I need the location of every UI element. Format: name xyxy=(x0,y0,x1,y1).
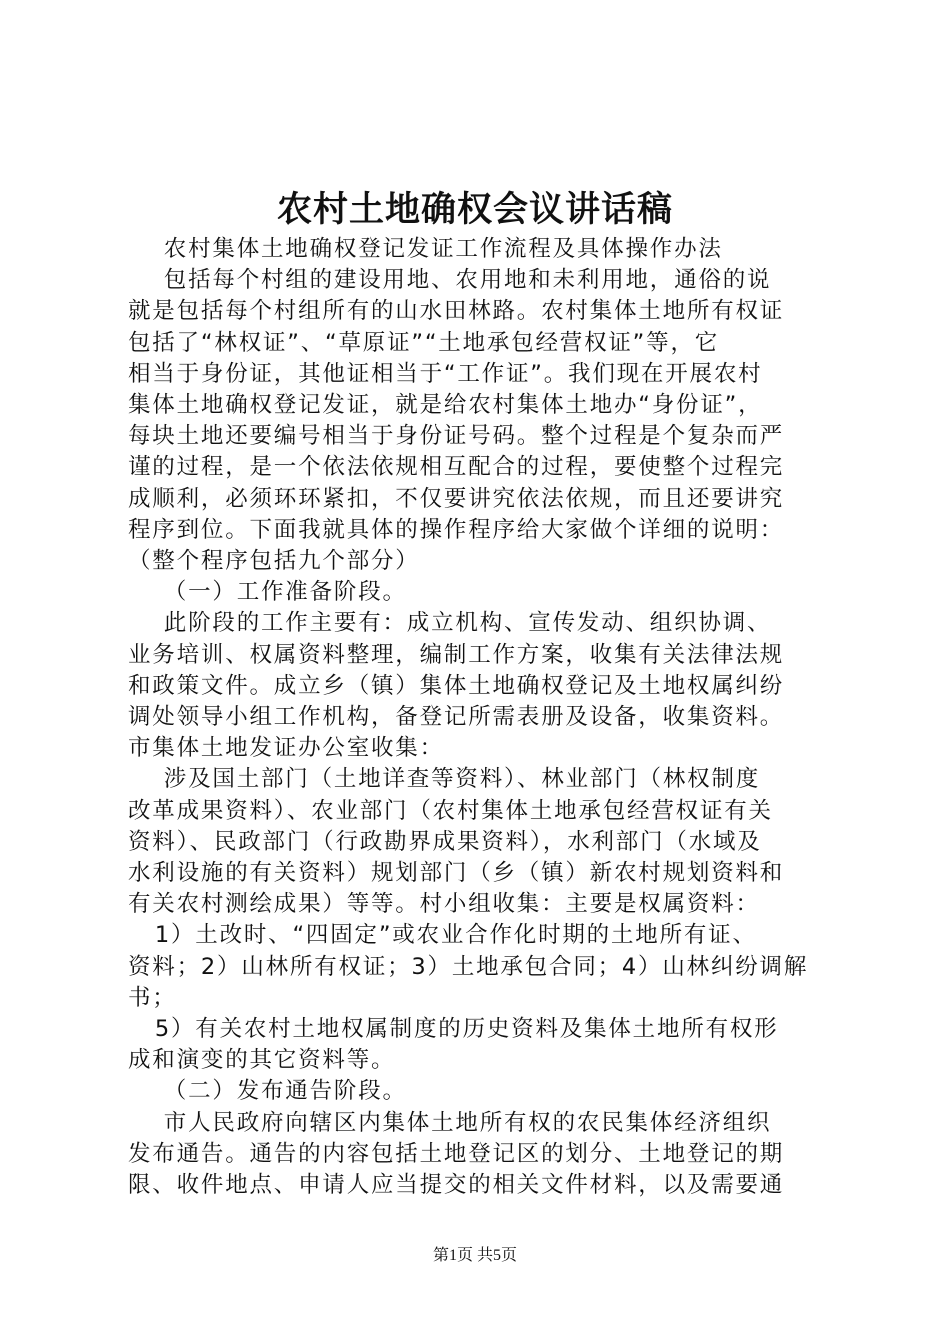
body-line: 每块土地还要编号相当于身份证号码。整个过程是个复杂而严 xyxy=(128,423,785,450)
body-line: 5）有关农村土地权属制度的历史资料及集体土地所有权形 xyxy=(128,1016,779,1043)
body-line: 改革成果资料）、农业部门（农村集体土地承包经营权证有关 xyxy=(128,797,773,824)
body-line: （二）发布通告阶段。 xyxy=(128,1078,407,1105)
body-line: 有关农村测绘成果）等等。村小组收集：主要是权属资料： xyxy=(128,891,760,918)
body-line: 发布通告。通告的内容包括土地登记区的划分、土地登记的期 xyxy=(128,1140,785,1167)
body-line: 包括了“林权证”、“草原证”“土地承包经营权证”等，它 xyxy=(128,329,720,356)
body-line: 1）土改时、“四固定”或农业合作化时期的土地所有证、 xyxy=(128,922,757,949)
body-line: 农村集体土地确权登记发证工作流程及具体操作办法 xyxy=(128,236,723,262)
body-line: 市人民政府向辖区内集体土地所有权的农民集体经济组织 xyxy=(128,1109,772,1136)
body-line: 成顺利，必须环环紧扣，不仅要讲究依法依规，而且还要讲究 xyxy=(128,485,785,512)
body-line: 市集体土地发证办公室收集： xyxy=(128,735,444,762)
body-line: （一）工作准备阶段。 xyxy=(128,579,407,606)
document-body xyxy=(128,234,833,1201)
body-line: （整个程序包括九个部分） xyxy=(128,548,420,575)
body-line: 相当于身份证，其他证相当于“工作证”。我们现在开展农村 xyxy=(128,360,763,387)
body-line: 集体土地确权登记发证，就是给农村集体土地办“身份证”， xyxy=(128,392,763,419)
body-line: 资料）、民政部门（行政勘界成果资料），水利部门（水域及 xyxy=(128,828,762,855)
document-title: 农村土地确权会议讲话稿 xyxy=(276,189,673,230)
body-line: 调处领导小组工作机构，备登记所需表册及设备，收集资料。 xyxy=(128,704,785,731)
body-line: 此阶段的工作主要有：成立机构、宣传发动、组织协调、 xyxy=(128,610,772,637)
body-line: 水利设施的有关资料）规划部门（乡（镇）新农村规划资料和 xyxy=(128,860,785,887)
body-line: 涉及国土部门（土地详查等资料）、林业部门（林权制度 xyxy=(128,766,761,793)
body-line: 业务培训、权属资料整理，编制工作方案，收集有关法律法规 xyxy=(128,641,785,668)
body-line: 就是包括每个村组所有的山水田林路。农村集体土地所有权证 xyxy=(128,298,785,325)
body-line: 成和演变的其它资料等。 xyxy=(128,1047,396,1074)
body-line: 谨的过程，是一个依法依规相互配合的过程，要使整个过程完 xyxy=(128,454,785,481)
body-line: 包括每个村组的建设用地、农用地和未利用地，通俗的说 xyxy=(128,267,772,294)
page-footer: 第1页 共5页 xyxy=(432,1247,517,1264)
body-line: 程序到位。下面我就具体的操作程序给大家做个详细的说明： xyxy=(128,516,785,543)
body-line: 和政策文件。成立乡（镇）集体土地确权登记及土地权属纠纷 xyxy=(128,672,785,699)
body-line: 资料；2）山林所有权证；3）土地承包合同；4）山林纠纷调解 xyxy=(128,953,809,980)
body-line: 书； xyxy=(128,984,177,1011)
body-line: 限、收件地点、申请人应当提交的相关文件材料，以及需要通 xyxy=(128,1172,785,1199)
